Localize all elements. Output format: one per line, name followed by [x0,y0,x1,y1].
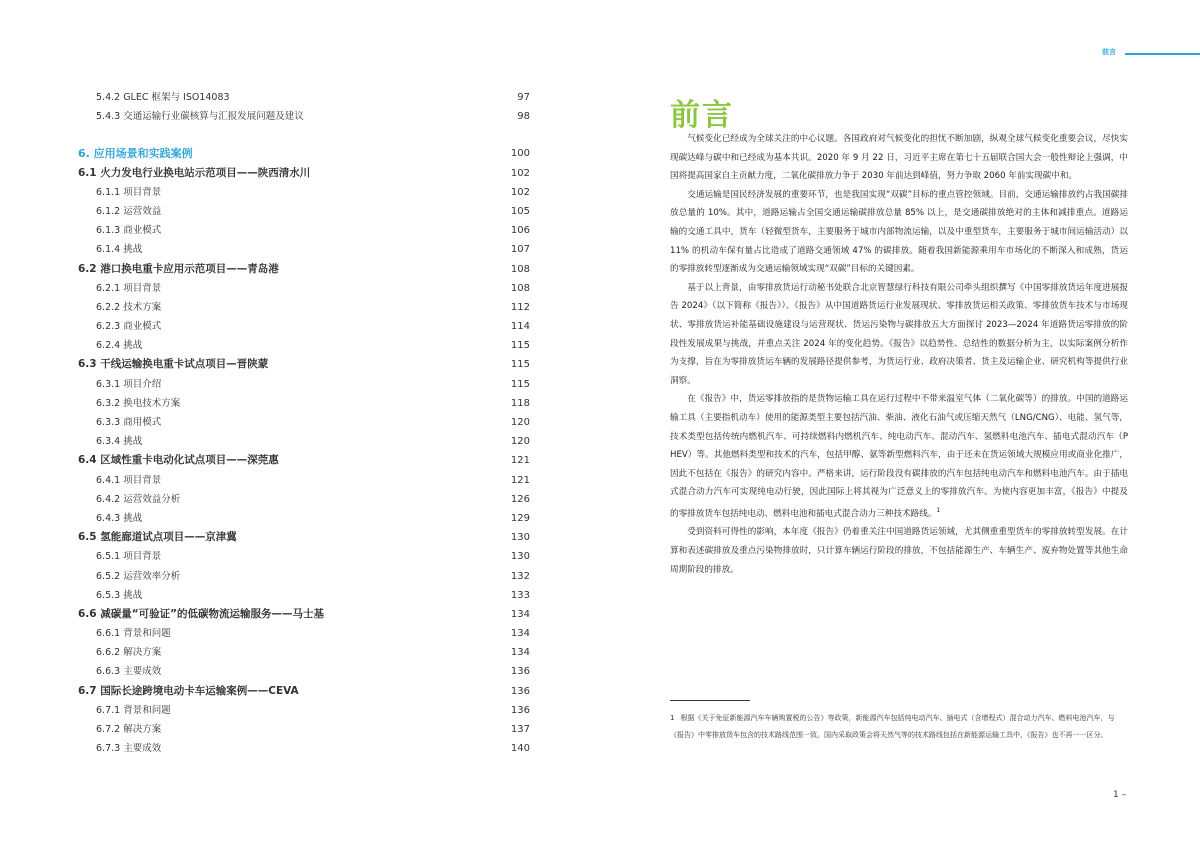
toc-entry-title: 6.3.1 项目介绍 [96,378,162,390]
toc-section[interactable] [78,144,530,163]
running-header: 前言 [1102,48,1116,56]
toc-entry-page: 136 [510,666,530,678]
toc-entry-page: 114 [510,321,530,333]
toc-entry-title: 6.3 干线运输换电重卡试点项目—晋陕蒙 [78,358,269,371]
toc-entry[interactable] [78,202,530,221]
toc-entry[interactable] [78,586,530,605]
toc-entry-page: 126 [510,493,530,505]
toc-entry-title: 6.2.1 项目背景 [96,282,162,294]
toc-entry-title: 6.1.4 挑战 [96,244,143,256]
toc-entry-page: 134 [510,628,530,640]
paragraph: 受到资料可得性的影响，本年度《报告》仍着重关注中国道路货运领域，尤其侧重重型货车的零排放转型发展。在计算和表述碳排放及重点污染物排放时，只计算车辆运行阶段的排放，不包括能源生产、车辆生产、废弃物处置等其他生命周期阶段的排放。 [670,527,1128,575]
toc-entry-page: 134 [510,647,530,659]
footnote-rule [670,700,750,701]
toc-entry-title: 6.1.3 商业模式 [96,225,162,237]
toc-entry-page: 121 [510,455,530,467]
toc-entry[interactable] [78,260,530,279]
toc-entry[interactable] [78,183,530,202]
toc-entry-title: 6.5.3 挑战 [96,589,143,601]
toc-entry-title: 6.3.4 挑战 [96,436,143,448]
footnote-marker: 1 [936,506,941,514]
toc-entry[interactable] [78,317,530,336]
toc-entry[interactable] [78,624,530,643]
toc-entry-title: 6.2.4 挑战 [96,340,143,352]
paragraph-text: 在《报告》中，货运零排放指的是货物运输工具在运行过程中不带来温室气体（二氧化碳等）的排放。中国的道路运输工具（主要指机动车）使用的能源类型主要包括汽油、柴油、液化石油气或压缩天然气（LNG/CNG）、电能、氢气等，技术类型包括传统内燃机汽车、可持续燃料内燃机汽车、纯电动汽车、混动汽车、氢燃料电池汽车、插电式混动汽车（PHEV）等。其他燃料类型和技术的汽车，包括甲醇、氨等新型燃料汽车，由于还未在货运领域大规模应用或商业化推广，因此不包括在《报告》的研究内容中。严格来讲，运行阶段没有碳排放的汽车包括纯电动汽车和燃料电池汽车。由于插电式混合动力汽车可实现纯电动行驶，因此国际上将其视为广泛意义上的零排放汽车。为使内容更加丰富，《报告》中提及的零排放货车包括纯电动、燃料电池和插电式混合动力三种技术路线。 [670,394,1128,519]
toc-entry-page: 132 [510,570,530,582]
toc-entry[interactable] [78,567,530,586]
toc-entry[interactable] [78,107,530,126]
toc-entry[interactable] [78,739,530,758]
toc-entry-page: 100 [510,148,530,160]
toc-entry[interactable] [78,490,530,509]
toc-entry-page: 115 [510,378,530,390]
toc-entry-title: 6.1.2 运营效益 [96,205,162,217]
toc-entry-title: 6.4.3 挑战 [96,512,143,524]
toc-entry-title: 5.4.3 交通运输行业碳核算与汇报发展问题及建议 [96,111,304,123]
toc-entry[interactable] [78,336,530,355]
toc-entry[interactable] [78,298,530,317]
toc-entry-title: 6.5.1 项目背景 [96,551,162,563]
toc-entry-title: 5.4.2 GLEC 框架与 ISO14083 [96,92,230,103]
toc-entry-page: 108 [510,263,530,275]
toc-entry-title: 6.4.2 运营效益分析 [96,493,181,505]
toc-entry-page: 136 [510,685,530,697]
toc-entry[interactable] [78,375,530,394]
toc-entry[interactable] [78,394,530,413]
toc-entry-title: 6.4.1 项目背景 [96,474,162,486]
toc-entry-page: 140 [510,743,530,755]
paragraph-with-footnote [670,390,1128,523]
toc-entry-title: 6.7 国际长途跨境电动卡车运输案例——CEVA [78,684,299,697]
toc-entry-title: 6. 应用场景和实践案例 [78,147,193,161]
toc-entry[interactable] [78,240,530,259]
paragraph: 基于以上背景，由零排放货运行动秘书处联合北京智慧绿行科技有限公司牵头组织撰写《中国零排放货运年度进展报告 2024》（以下简称《报告》）。《报告》从中国道路货运行业发展现状、零排放货运相关政策、零排放货车技术与市场现状、零排放货运补能基础设施建设与运营现状、货运污染物与碳排放五大方面探讨 2023—2024 年道路货运零排放的阶段性发展成果与挑战，并重点关注 2024 年的变化趋势。《报告》以趋势性、总结性的数据分析为主，以实际案例分析作为支撑，旨在为零排放货运车辆的发展路径提供参考，为货运行业、政府决策者、货主及运输企业、研究机构等提供行业洞察。 [670,282,1128,386]
header-rule [1125,53,1200,55]
toc-entry-title: 6.7.3 主要成效 [96,743,162,755]
toc-entry-page: 106 [510,225,530,237]
right-page [600,0,1200,853]
paragraph: 交通运输是国民经济发展的重要环节，也是我国实现“双碳”目标的重点管控领域。目前，交通运输排放约占我国碳排放总量的 10%。其中，道路运输占全国交通运输碳排放总量 85% 以上，是交通碳排放绝对的主体和减排重点。道路运输的交通工具中，货车（轻微型货车，主要服务于城市内部物流运输，以及中重型货车，主要服务于城市间运输活动）以 11% 的机动车保有量占比造成了道路交通领域 47% 的碳排放。随着我国新能源乘用车市场化的不断深入和成熟，货运的零排放转型逐渐成为交通运输领域实现“双碳”目标的关键因素。 [670,189,1128,275]
toc-entry[interactable] [78,547,530,566]
toc-entry-title: 6.1.1 项目背景 [96,186,162,198]
toc-entry-page: 129 [510,512,530,524]
toc-entry[interactable] [78,451,530,470]
toc-entry-title: 6.3.2 换电技术方案 [96,397,181,409]
toc-entry-title: 6.2 港口换电重卡应用示范项目——青岛港 [78,262,279,275]
toc-entry-page: 105 [510,205,530,217]
toc-entry[interactable] [78,88,530,107]
toc-entry-title: 6.3.3 商用模式 [96,417,162,428]
table-of-contents [78,88,530,758]
toc-entry-title: 6.5.2 运营效率分析 [96,570,181,582]
toc-entry[interactable] [78,432,530,451]
toc-entry-page: 136 [510,704,530,716]
toc-entry-page: 115 [510,359,530,371]
toc-entry-title: 6.4 区域性重卡电动化试点项目——深莞惠 [78,454,279,467]
toc-entry[interactable] [78,682,530,701]
toc-entry-title: 6.6.1 背景和问题 [96,628,171,640]
toc-entry-page: 97 [517,92,530,103]
toc-entry[interactable] [78,164,530,183]
toc-entry[interactable] [78,605,530,624]
toc-entry-title: 6.7.1 背景和问题 [96,704,171,716]
toc-entry[interactable] [78,662,530,681]
toc-entry-title: 6.1 火力发电行业换电站示范项目——陕西清水川 [78,166,311,179]
paragraph: 气候变化已经成为全球关注的中心议题。各国政府对气候变化的担忧不断加剧，纵观全球气候变化重要会议，尽快实现碳达峰与碳中和已经成为基本共识。2020 年 9 月 22 日，习近平主席在第七十五届联合国大会一般性辩论上强调，中国将提高国家自主贡献力度，二氧化碳排放力争于 2030 年前达到峰值，努力争取 2060 年前实现碳中和。 [670,134,1128,182]
toc-entry-page: 115 [510,340,530,352]
toc-entry-page: 133 [510,589,530,601]
toc-entry[interactable] [78,528,530,547]
body-text [670,130,1128,579]
toc-entry[interactable] [78,701,530,720]
toc-entry-page: 108 [510,282,530,294]
toc-entry-page: 121 [510,474,530,486]
toc-entry-title: 6.6 减碳量“可验证”的低碳物流运输服务——马士基 [78,607,325,620]
toc-entry-title: 6.6.3 主要成效 [96,666,162,678]
toc-entry-page: 98 [517,111,530,123]
page-number: 1 – [1113,790,1127,800]
footnote [670,710,1128,744]
toc-entry[interactable] [78,643,530,662]
page-title: 前言 [670,98,734,133]
toc-entry[interactable] [78,720,530,739]
toc-entry-title: 6.2.3 商业模式 [96,321,162,333]
toc-entry-page: 102 [510,186,530,198]
toc-entry-page: 102 [510,167,530,179]
toc-entry-title: 6.7.2 解决方案 [96,724,162,735]
toc-entry-page: 130 [510,551,530,563]
toc-entry-page: 118 [510,397,530,409]
toc-entry-title: 6.6.2 解决方案 [96,647,162,659]
toc-entry[interactable] [78,221,530,240]
toc-entry-page: 137 [510,724,530,735]
toc-entry-page: 134 [510,608,530,620]
toc-entry-page: 107 [510,244,530,256]
toc-entry-page: 130 [510,532,530,544]
footnote-text: 根据《关于免征新能源汽车车辆购置税的公告》等政策，新能源汽车包括纯电动汽车、插电式（含增程式）混合动力汽车、燃料电池汽车，与《报告》中零排放货车包含的技术路线范围一致。国内采取政策会将天然气等的技术路线包括在新能源运输工具中，《报告》也不再一一区分。 [670,714,1115,739]
toc-entry-title: 6.2.2 技术方案 [96,301,162,313]
toc-entry[interactable] [78,471,530,490]
toc-entry[interactable] [78,509,530,528]
toc-entry-page: 120 [510,436,530,448]
toc-entry-page: 120 [510,417,530,428]
toc-entry[interactable] [78,355,530,374]
toc-entry[interactable] [78,279,530,298]
toc-entry-page: 112 [510,301,530,313]
footnote-number: 1 [670,714,675,722]
toc-entry[interactable] [78,413,530,432]
toc-entry-title: 6.5 氢能廊道试点项目——京津冀 [78,531,237,544]
